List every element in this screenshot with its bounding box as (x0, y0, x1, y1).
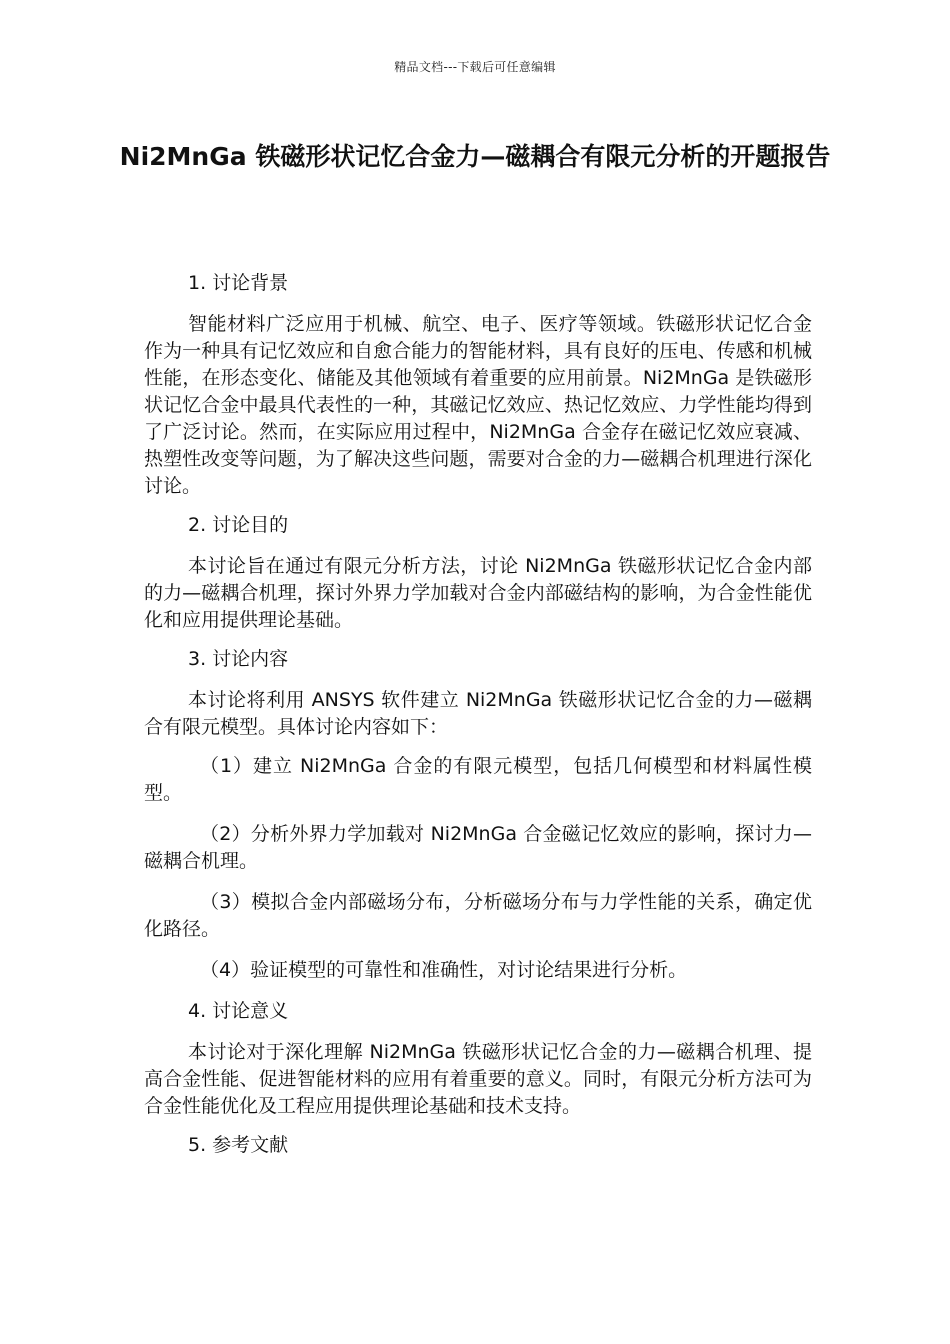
section-paragraph-background: 智能材料广泛应用于机械、航空、电子、医疗等领域。铁磁形状记忆合金作为一种具有记忆效应和自愈合能力的智能材料，具有良好的压电、传感和机械性能，在形态变化、储能及其他领域有着重要的应用前景。Ni2MnGa 是铁磁形状记忆合金中最具代表性的一种，其磁记忆效应、热记忆效应、力学性能均得到了广泛讨论。然而，在实际应用过程中，Ni2MnGa 合金存在磁记忆效应衰减、热塑性改变等问题，为了解决这些问题，需要对合金的力—磁耦合机理进行深化讨论。 (144, 313, 812, 497)
list-item: （2）分析外界力学加载对 Ni2MnGa 合金磁记忆效应的影响，探讨力—磁耦合机理。 (144, 823, 812, 872)
list-item: （1）建立 Ni2MnGa 合金的有限元模型，包括几何模型和材料属性模型。 (144, 755, 812, 804)
section-heading-content: 3. 讨论内容 (188, 648, 289, 670)
document-body (144, 270, 812, 1173)
section-heading-background: 1. 讨论背景 (188, 272, 289, 294)
section-paragraph-significance: 本讨论对于深化理解 Ni2MnGa 铁磁形状记忆合金的力—磁耦合机理、提高合金性能、促进智能材料的应用有着重要的意义。同时，有限元分析方法可为合金性能优化及工程应用提供理论基础和技术支持。 (144, 1041, 812, 1117)
list-item: （3）模拟合金内部磁场分布，分析磁场分布与力学性能的关系，确定优化路径。 (144, 891, 812, 940)
list-item: （4）验证模型的可靠性和准确性，对讨论结果进行分析。 (200, 959, 688, 981)
page-title: Ni2MnGa 铁磁形状记忆合金力—磁耦合有限元分析的开题报告 (119, 142, 831, 171)
section-heading-significance: 4. 讨论意义 (188, 1000, 289, 1022)
section-heading-references: 5. 参考文献 (188, 1134, 289, 1156)
section-paragraph-purpose: 本讨论旨在通过有限元分析方法，讨论 Ni2MnGa 铁磁形状记忆合金内部的力—磁耦合机理，探讨外界力学加载对合金内部磁结构的影响，为合金性能优化和应用提供理论基础。 (144, 555, 812, 631)
section-heading-purpose: 2. 讨论目的 (188, 514, 289, 536)
section-paragraph-content: 本讨论将利用 ANSYS 软件建立 Ni2MnGa 铁磁形状记忆合金的力—磁耦合有限元模型。具体讨论内容如下： (144, 689, 812, 738)
header-note: 精品文档---下载后可任意编辑 (394, 60, 556, 74)
